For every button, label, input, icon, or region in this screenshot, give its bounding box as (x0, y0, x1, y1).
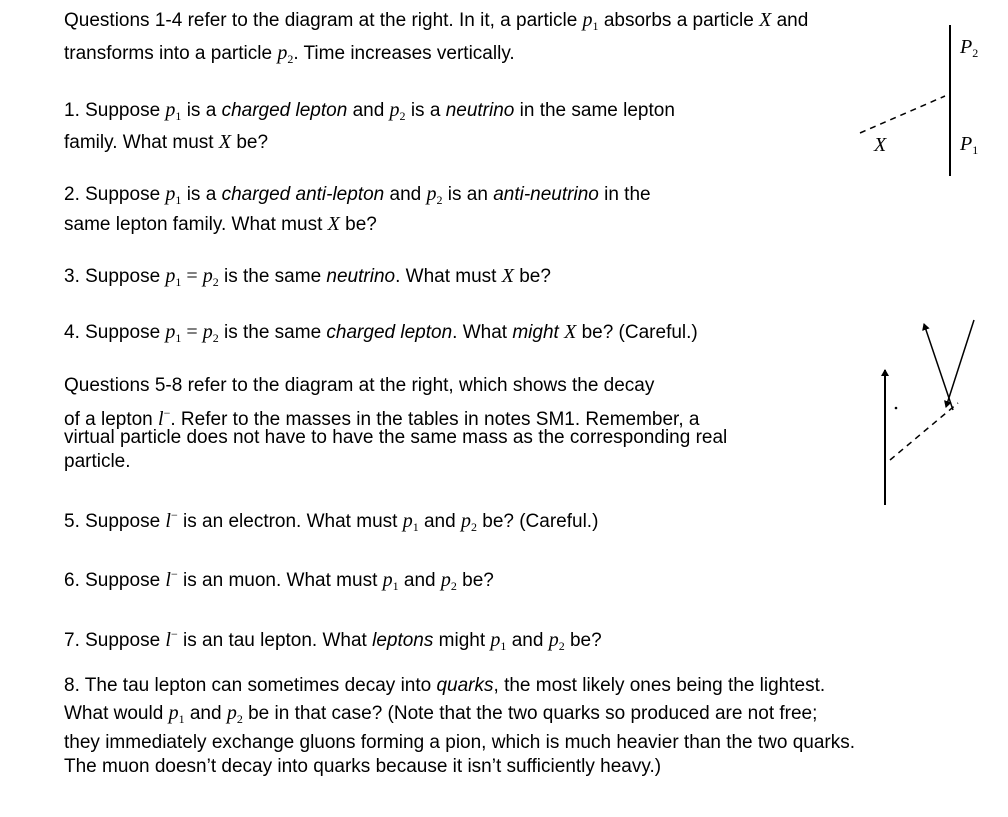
math-p1-eq-p2: $p_1 = p_2$ (165, 265, 219, 289)
math-x: X (501, 265, 514, 287)
emphasis: anti-neutrino (493, 184, 599, 205)
math-p2: $p_2$ (277, 42, 294, 66)
math-p2: $p_2$ (548, 629, 565, 653)
emphasis: charged anti-lepton (221, 184, 385, 205)
math-p2: $p_2$ (389, 99, 406, 123)
label-p1: $P_1$ (960, 133, 979, 157)
label-x: X (874, 134, 887, 156)
question-5: 5. Suppose l− is an electron. What must $p_1$ and $p_2$ be? (Careful.) (64, 508, 599, 534)
math-p1: $p_1$ (165, 99, 182, 123)
math-p2: $p_2$ (460, 510, 477, 534)
question-1-line-1: 1. Suppose $p_1$ is a charged lepton and $p_2$ is a neutrino in the same lepton (64, 99, 675, 123)
math-p1-eq-p2: $p_1 = p_2$ (165, 321, 219, 345)
question-8-line-1: 8. The tau lepton can sometimes decay into quarks, the most likely ones being the lightest. (64, 675, 826, 696)
question-8-line-3: they immediately exchange gluons forming a pion, which is much heavier than the two quarks. (64, 732, 856, 753)
question-3: 3. Suppose $p_1 = p_2$ is the same neutrino. What must X be? (64, 265, 551, 289)
question-7: 7. Suppose l− is an tau lepton. What leptons might $p_1$ and $p_2$ be? (64, 627, 602, 653)
emphasis: charged lepton (326, 322, 453, 343)
math-l-minus: l− (165, 627, 178, 651)
intro-2-line-4: particle. (64, 451, 131, 472)
math-l-minus: l− (165, 567, 178, 591)
intro-2-line-2: of a lepton l−. Refer to the masses in the tables in notes SM1. Remember, a (64, 406, 700, 430)
math-x: X (327, 213, 340, 235)
intro-2-line-1: Questions 5-8 refer to the diagram at the right, which shows the decay (64, 375, 655, 396)
intro-2-line-3: virtual particle does not have to have the same mass as the corresponding real (64, 427, 728, 448)
question-8-line-4: The muon doesn’t decay into quarks because it isn’t sufficiently heavy.) (64, 756, 662, 777)
math-p2: $p_2$ (226, 702, 243, 726)
math-p2: $p_2$ (426, 183, 443, 207)
emphasis: leptons (372, 630, 434, 651)
virtual-boson-line (890, 403, 958, 460)
math-p1: $p_1$ (382, 569, 399, 593)
intro-1-line-1: Questions 1-4 refer to the diagram at the right. In it, a particle $p_1$ absorbs a particle X and (64, 9, 809, 33)
math-x: X (564, 321, 577, 343)
decay-diagram (885, 320, 974, 505)
question-1-line-2: family. What must X be? (64, 131, 269, 153)
math-p1: $p_1$ (165, 183, 182, 207)
math-p1: $p_1$ (168, 702, 185, 726)
math-l-minus: l− (158, 406, 171, 430)
question-2-line-1: 2. Suppose $p_1$ is a charged anti-lepton and $p_2$ is an anti-neutrino in the (64, 183, 651, 207)
math-p2: $p_2$ (440, 569, 457, 593)
question-6: 6. Suppose l− is an muon. What must $p_1$ and $p_2$ be? (64, 567, 494, 593)
math-p1: $p_1$ (582, 9, 599, 33)
question-4: 4. Suppose $p_1 = p_2$ is the same charged lepton. What might X be? (Careful.) (64, 321, 698, 345)
question-8-line-2: What would $p_1$ and $p_2$ be in that case? (Note that the two quarks so produced are not free; (64, 702, 818, 726)
math-x: X (218, 131, 232, 153)
emphasis: neutrino (445, 100, 515, 121)
decay-product-2 (946, 320, 974, 407)
emphasis: neutrino (326, 266, 396, 287)
emphasis: might (512, 322, 559, 343)
math-p1: $p_1$ (402, 510, 419, 534)
intro-1-line-2: transforms into a particle $p_2$. Time increases vertically. (64, 42, 515, 66)
emphasis: charged lepton (221, 100, 348, 121)
math-p1: $p_1$ (490, 629, 507, 653)
question-2-line-2: same lepton family. What must X be? (64, 213, 377, 235)
x-virtual-line (860, 96, 945, 133)
label-p2: $P_2$ (960, 36, 979, 60)
vertex-dot (895, 407, 898, 410)
math-l-minus: l− (165, 508, 178, 532)
math-x: X (759, 9, 772, 31)
emphasis: quarks (436, 675, 494, 696)
